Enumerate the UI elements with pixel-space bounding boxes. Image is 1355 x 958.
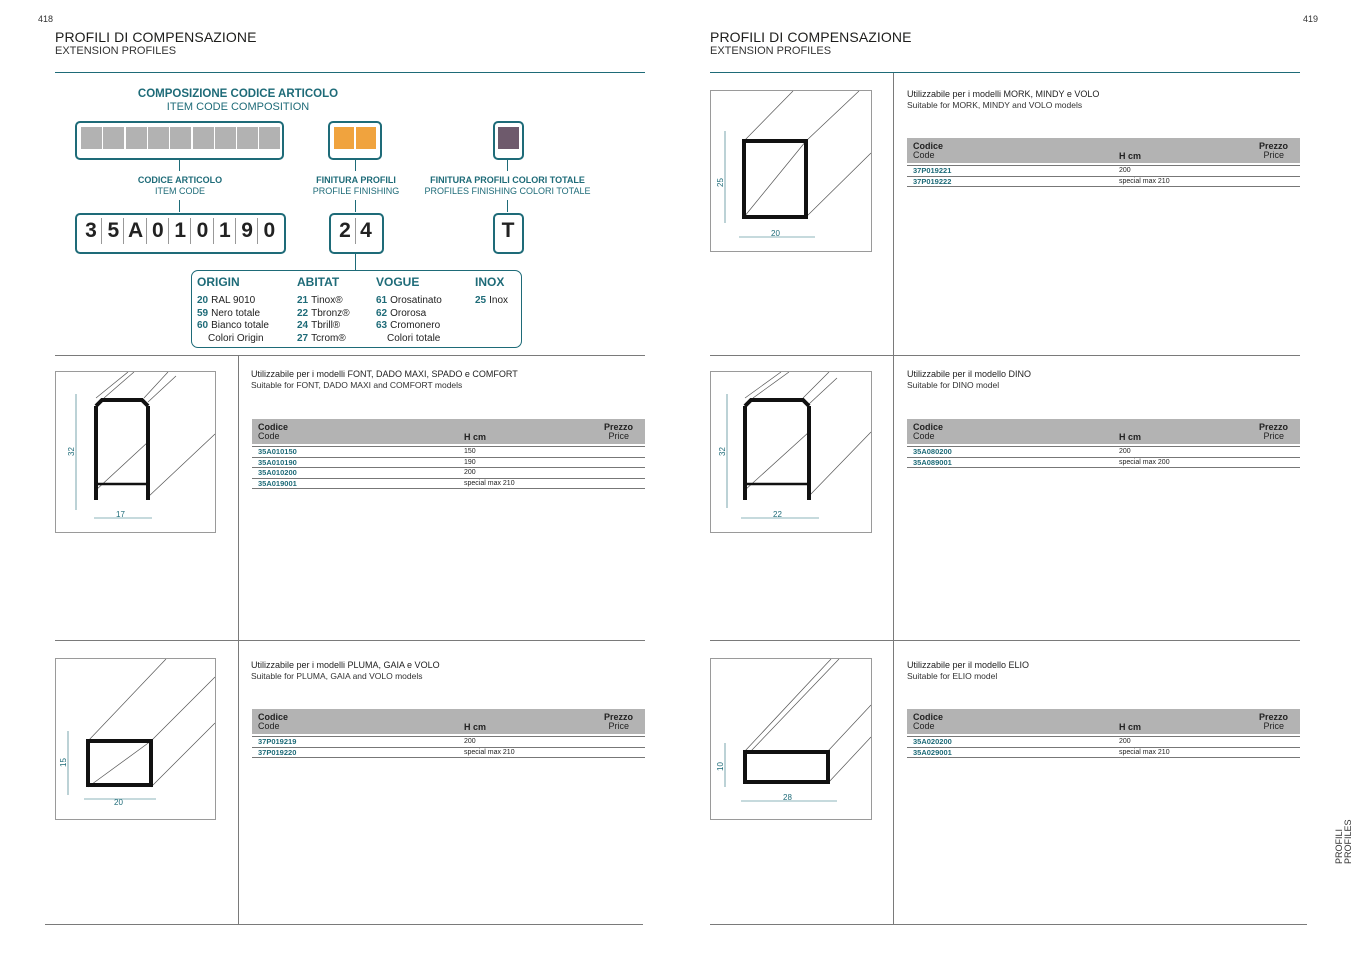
row-height: 200 — [1119, 167, 1131, 174]
header-price: Prezzo — [1258, 712, 1288, 722]
finish-name: Nero totale — [211, 307, 261, 319]
header-code: Codice — [913, 422, 944, 432]
finish-name: Tbrill® — [311, 320, 341, 331]
bottom-rule — [710, 924, 1307, 925]
code-cell — [170, 127, 191, 149]
header-price: Prezzo — [603, 712, 633, 722]
profile-drawing-pluma — [55, 658, 216, 820]
column-divider — [893, 73, 894, 925]
page-number-right: 419 — [1303, 14, 1319, 24]
code-digit: 0 — [148, 218, 169, 244]
finish-code: 27 — [297, 332, 309, 344]
finish-group-heading: ABITAT — [297, 275, 340, 289]
table-header — [252, 709, 645, 734]
code-digit: 1 — [170, 218, 191, 244]
connector — [179, 159, 180, 171]
finish-code: 63 — [376, 320, 388, 331]
table-row — [907, 446, 1300, 458]
finish-group-heading: INOX — [475, 275, 505, 289]
header-code-en: Code — [258, 431, 280, 441]
bottom-rule — [45, 924, 643, 925]
dim-height: 25 — [716, 178, 725, 187]
profile-drawing-svg — [711, 91, 871, 251]
row-height: special max 210 — [1119, 748, 1170, 756]
example-finish-code — [329, 213, 384, 254]
page-subtitle-right: EXTENSION PROFILES — [710, 45, 832, 57]
row-code: 35A010200 — [258, 468, 297, 477]
finish-item — [376, 308, 426, 321]
composition-subtitle: ITEM CODE COMPOSITION — [166, 101, 310, 113]
row-divider — [55, 640, 645, 641]
finish-item — [297, 308, 350, 321]
item-code-cells — [75, 121, 284, 160]
header-price-en: Price — [1263, 150, 1284, 160]
side-tab-en: PROFILES — [1343, 819, 1353, 864]
finish-item — [376, 320, 440, 333]
table-row — [252, 748, 645, 759]
finish-item — [197, 308, 260, 321]
table-row — [252, 468, 645, 479]
dim-height: 15 — [59, 758, 68, 767]
table-row — [252, 446, 645, 458]
product-table-elio — [907, 709, 1300, 758]
finish-code: 21 — [297, 295, 309, 306]
finish-code: 62 — [376, 307, 388, 319]
finish-name: Tcrom® — [311, 332, 346, 344]
row-code: 35A029001 — [913, 747, 952, 757]
table-row — [252, 736, 645, 748]
code-cell — [215, 127, 236, 149]
profile-drawing-mork — [710, 90, 872, 252]
code-digit: 5 — [103, 218, 124, 244]
profile-drawing-svg — [711, 659, 871, 819]
side-tab-it: PROFILI — [1334, 828, 1344, 864]
dim-width: 28 — [783, 793, 792, 802]
finish-code: 25 — [475, 295, 487, 306]
finish-code: 24 — [297, 320, 309, 331]
header-price-en: Price — [608, 721, 629, 731]
finish-item — [297, 320, 340, 333]
connector — [355, 253, 356, 270]
header-height: H cm — [464, 432, 487, 442]
finish-group-heading: ORIGIN — [197, 275, 240, 289]
row-height: special max 200 — [1119, 458, 1170, 466]
finish-code-cells — [328, 121, 382, 160]
row-code: 37P019220 — [258, 747, 297, 757]
header-code-en: Code — [258, 721, 280, 731]
product-desc-it: Utilizzabile per il modello DINO — [907, 369, 1032, 379]
code-digit: 9 — [237, 218, 258, 244]
finish-cell — [356, 127, 376, 149]
table-header — [907, 419, 1300, 444]
finish-name: Inox — [489, 295, 509, 306]
code-cell — [126, 127, 147, 149]
finish-name: Cromonero — [390, 320, 441, 331]
row-height: special max 210 — [464, 748, 515, 756]
table-body — [907, 165, 1300, 187]
row-height: 200 — [1119, 448, 1131, 455]
profile-drawing-svg — [711, 372, 871, 532]
row-code: 37P019222 — [913, 176, 952, 186]
product-desc-it: Utilizzabile per i modelli PLUMA, GAIA e VOLO — [251, 660, 440, 670]
finish-item — [197, 295, 255, 308]
header-price: Prezzo — [1258, 422, 1288, 432]
profile-drawing-svg — [56, 372, 215, 532]
product-table-pluma — [252, 709, 645, 758]
table-row — [907, 165, 1300, 177]
row-divider — [55, 355, 645, 356]
item-code-label: CODICE ARTICOLO — [137, 175, 223, 185]
finish-item — [376, 333, 440, 346]
header-code: Codice — [913, 712, 944, 722]
dim-height: 32 — [718, 447, 727, 456]
composition-title: COMPOSIZIONE CODICE ARTICOLO — [137, 88, 339, 100]
finish-name: Ororosa — [390, 307, 427, 319]
product-desc-en: Suitable for FONT, DADO MAXI and COMFORT models — [251, 380, 463, 390]
example-item-code — [75, 213, 286, 254]
finish-digit: 4 — [360, 219, 372, 242]
row-code: 35A080200 — [913, 447, 952, 456]
connector — [507, 159, 508, 171]
finish-code: 20 — [197, 295, 209, 306]
profile-drawing-dino — [710, 371, 872, 533]
table-header — [907, 709, 1300, 734]
code-cell — [81, 127, 102, 149]
finish-code: 59 — [197, 307, 209, 319]
dim-width: 20 — [771, 229, 780, 238]
total-label-en: PROFILES FINISHING COLORI TOTALE — [424, 186, 591, 196]
row-height: 200 — [1119, 738, 1131, 745]
code-cell — [103, 127, 124, 149]
connector — [179, 200, 180, 212]
product-desc-en: Suitable for MORK, MINDY and VOLO models — [907, 100, 1083, 110]
row-divider — [710, 355, 1300, 356]
header-code: Codice — [258, 712, 289, 722]
connector — [355, 159, 356, 171]
header-price-en: Price — [1263, 721, 1284, 731]
code-cell — [148, 127, 169, 149]
product-table-dino — [907, 419, 1300, 468]
finish-name: Colori Origin — [208, 332, 264, 344]
product-desc-en: Suitable for PLUMA, GAIA and VOLO models — [251, 671, 423, 681]
finishes-legend — [191, 270, 522, 348]
code-cell — [237, 127, 258, 149]
header-code: Codice — [258, 422, 289, 432]
finish-item — [376, 295, 442, 308]
page-number-left: 418 — [38, 14, 54, 24]
table-header — [907, 138, 1300, 163]
row-height: 200 — [464, 469, 476, 476]
finish-item — [475, 295, 508, 308]
product-table-mork — [907, 138, 1300, 187]
connector — [355, 200, 356, 212]
finish-name: Colori totale — [387, 332, 441, 344]
row-divider — [710, 640, 1300, 641]
table-body — [252, 446, 645, 489]
product-table-font — [252, 419, 645, 489]
total-label: FINITURA PROFILI COLORI TOTALE — [430, 175, 585, 185]
column-divider — [238, 355, 239, 925]
product-desc-en: Suitable for ELIO model — [907, 671, 998, 681]
page-title-right: PROFILI DI COMPENSAZIONE — [710, 29, 912, 45]
header-code-en: Code — [913, 150, 935, 160]
dim-width: 22 — [773, 510, 782, 519]
code-cell — [193, 127, 214, 149]
connector — [507, 200, 508, 212]
finish-code: 60 — [197, 320, 209, 331]
product-desc-it: Utilizzabile per i modelli MORK, MINDY e VOLO — [907, 89, 1100, 99]
table-row — [907, 177, 1300, 188]
finish-name: Tinox® — [311, 295, 343, 306]
finish-code: 22 — [297, 307, 309, 319]
profile-drawing-font — [55, 371, 216, 533]
table-header — [252, 419, 645, 444]
table-row — [907, 458, 1300, 469]
page-subtitle-left: EXTENSION PROFILES — [55, 45, 177, 57]
header-height: H cm — [464, 722, 487, 732]
profile-drawing-elio — [710, 658, 872, 820]
code-digit: 3 — [81, 218, 102, 244]
finish-code: 61 — [376, 295, 388, 306]
table-row — [907, 748, 1300, 759]
header-code-en: Code — [913, 721, 935, 731]
product-desc-en: Suitable for DINO model — [907, 380, 1000, 390]
row-height: 150 — [464, 448, 476, 455]
finish-item — [197, 320, 269, 333]
total-cell — [498, 127, 519, 149]
row-code: 37P019219 — [258, 737, 297, 746]
header-height: H cm — [1119, 432, 1142, 442]
total-digit: T — [501, 219, 515, 242]
page-title-left: PROFILI DI COMPENSAZIONE — [55, 29, 257, 45]
dim-width: 17 — [116, 510, 125, 519]
row-code: 35A019001 — [258, 478, 297, 488]
finish-item — [297, 333, 346, 346]
header-rule-left — [55, 72, 645, 73]
item-code-label-en: ITEM CODE — [154, 186, 205, 196]
code-digit: 0 — [193, 218, 214, 244]
table-body — [907, 446, 1300, 468]
header-code-en: Code — [913, 431, 935, 441]
header-price-en: Price — [608, 431, 629, 441]
table-body — [252, 736, 645, 758]
row-code: 35A010150 — [258, 447, 297, 456]
finish-name: Bianco totale — [211, 320, 269, 331]
row-height: special max 210 — [1119, 177, 1170, 185]
finish-item — [297, 295, 343, 308]
code-cell — [259, 127, 280, 149]
table-row — [252, 479, 645, 490]
header-height: H cm — [1119, 722, 1142, 732]
row-height: 190 — [464, 458, 476, 466]
row-code: 35A020200 — [913, 737, 952, 746]
finish-group-heading: VOGUE — [376, 275, 420, 289]
product-desc-it: Utilizzabile per il modello ELIO — [907, 660, 1030, 670]
code-digit: 1 — [215, 218, 236, 244]
row-code: 35A010190 — [258, 457, 297, 467]
table-row — [252, 458, 645, 469]
finish-name: Tbronz® — [311, 307, 350, 319]
row-code: 37P019221 — [913, 166, 952, 175]
finish-digit: 2 — [335, 218, 356, 244]
dim-width: 20 — [114, 798, 123, 807]
finish-cell — [334, 127, 354, 149]
dim-height: 32 — [67, 447, 76, 456]
finishing-label-en: PROFILE FINISHING — [312, 186, 400, 196]
header-code: Codice — [913, 141, 944, 151]
table-row — [907, 736, 1300, 748]
example-total-code — [493, 213, 524, 254]
code-digit: 0 — [263, 219, 276, 242]
total-code-cell — [493, 121, 524, 160]
header-height: H cm — [1119, 151, 1142, 161]
row-height: special max 210 — [464, 479, 515, 487]
dim-height: 10 — [716, 762, 725, 771]
product-desc-it: Utilizzabile per i modelli FONT, DADO MAXI, SPADO e COMFORT — [251, 369, 518, 379]
row-code: 35A089001 — [913, 457, 952, 467]
code-digit: A — [126, 218, 147, 244]
table-body — [907, 736, 1300, 758]
header-price: Prezzo — [603, 422, 633, 432]
finish-item — [197, 333, 264, 346]
row-height: 200 — [464, 738, 476, 745]
header-price-en: Price — [1263, 431, 1284, 441]
finish-name: RAL 9010 — [211, 295, 256, 306]
finish-name: Orosatinato — [390, 295, 442, 306]
profile-drawing-svg — [56, 659, 215, 819]
finishing-label: FINITURA PROFILI — [316, 175, 396, 185]
header-price: Prezzo — [1258, 141, 1288, 151]
header-rule-right — [710, 72, 1300, 73]
